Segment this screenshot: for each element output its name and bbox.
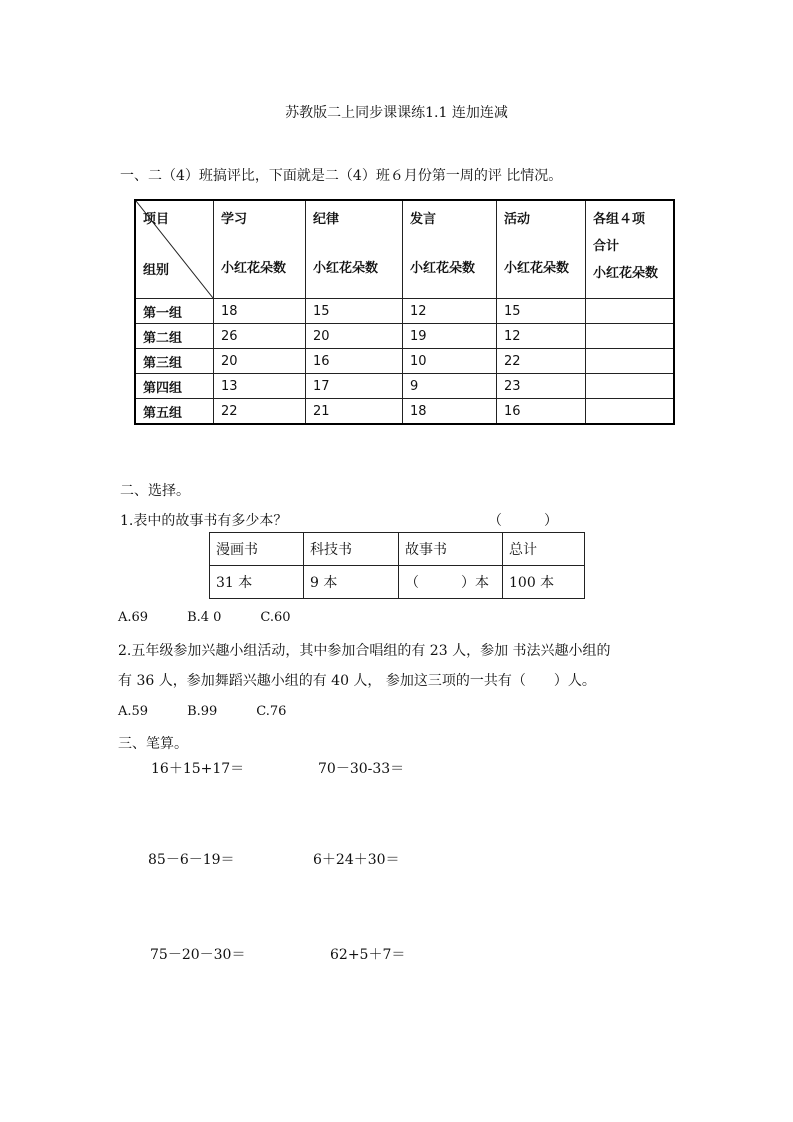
table-header-cell: 科技书 bbox=[304, 533, 399, 566]
question1-answer-blank[interactable]: （ ） bbox=[488, 513, 558, 529]
table-row bbox=[210, 566, 585, 599]
column-header-title: 发言 bbox=[410, 212, 437, 227]
column-header-title: 活动 bbox=[504, 212, 531, 227]
group-name: 第五组 bbox=[135, 399, 214, 425]
question2-text-line2: 有 36 人，参加舞蹈兴趣小组的有 40 人， 参加这三项的一共有（ ）人。 bbox=[118, 673, 596, 689]
calc-expression: 16＋15+17＝ bbox=[151, 761, 245, 777]
group-name: 第四组 bbox=[135, 374, 214, 399]
table-cell: 18 bbox=[403, 399, 497, 425]
table-header-cell: 故事书 bbox=[399, 533, 503, 566]
column-header bbox=[306, 200, 403, 299]
total-header-line: 小红花朵数 bbox=[593, 266, 659, 281]
table-row bbox=[135, 399, 674, 425]
column-header-sub: 小红花朵数 bbox=[313, 261, 379, 276]
section3-heading: 三、笔算。 bbox=[118, 736, 188, 752]
table-cell: 9 bbox=[403, 374, 497, 399]
total-header-line: 各组４项 bbox=[593, 212, 646, 227]
column-header bbox=[497, 200, 586, 299]
column-header-sub: 小红花朵数 bbox=[410, 261, 476, 276]
corner-cell bbox=[135, 200, 214, 299]
column-header bbox=[214, 200, 306, 299]
table-row bbox=[135, 349, 674, 374]
total-cell[interactable] bbox=[586, 374, 675, 399]
corner-label-item: 项目 bbox=[143, 212, 170, 227]
table-cell: 13 bbox=[214, 374, 306, 399]
table-cell: 16 bbox=[497, 399, 586, 425]
table-header-cell: 总计 bbox=[503, 533, 585, 566]
group-name: 第三组 bbox=[135, 349, 214, 374]
table-cell: 100 本 bbox=[503, 566, 585, 599]
table-cell: 12 bbox=[497, 324, 586, 349]
question2-text-line1: 2.五年级参加兴趣小组活动，其中参加合唱组的有 23 人，参加 书法兴趣小组的 bbox=[118, 643, 611, 659]
total-cell[interactable] bbox=[586, 349, 675, 374]
total-cell[interactable] bbox=[586, 299, 675, 324]
table-cell-blank[interactable]: （ ）本 bbox=[399, 566, 503, 599]
table-cell: 15 bbox=[497, 299, 586, 324]
table-cell: 22 bbox=[497, 349, 586, 374]
flower-table bbox=[134, 199, 675, 425]
question1-options: A.69 B.4 0 C.60 bbox=[118, 610, 291, 625]
total-column-header bbox=[586, 200, 675, 299]
table-cell: 31 本 bbox=[210, 566, 304, 599]
section1-prompt: 一、二（4）班搞评比，下面就是二（4）班６月份第一周的评 比情况。 bbox=[120, 168, 563, 184]
table-row bbox=[135, 324, 674, 349]
table-cell: 15 bbox=[306, 299, 403, 324]
total-header-line: 合计 bbox=[593, 239, 620, 254]
table-cell: 26 bbox=[214, 324, 306, 349]
question1-text: 1.表中的故事书有多少本？ bbox=[120, 513, 288, 529]
section2-heading: 二、选择。 bbox=[120, 483, 190, 499]
book-table bbox=[209, 532, 585, 599]
table-header-row bbox=[135, 200, 674, 299]
table-row bbox=[135, 299, 674, 324]
table-cell: 20 bbox=[214, 349, 306, 374]
table-cell: 18 bbox=[214, 299, 306, 324]
calc-expression: 70－30-33＝ bbox=[318, 761, 405, 777]
column-header-sub: 小红花朵数 bbox=[504, 261, 570, 276]
table-cell: 10 bbox=[403, 349, 497, 374]
calc-expression: 6＋24＋30＝ bbox=[313, 852, 400, 868]
question2-options: A.59 B.99 C.76 bbox=[118, 704, 287, 719]
calc-expression: 62+5＋7＝ bbox=[330, 947, 406, 963]
table-cell: 22 bbox=[214, 399, 306, 425]
corner-label-group: 组别 bbox=[143, 263, 170, 278]
calc-expression: 75－20－30＝ bbox=[150, 947, 246, 963]
column-header-title: 学习 bbox=[221, 212, 248, 227]
calc-expression: 85－6－19＝ bbox=[148, 852, 235, 868]
table-cell: 23 bbox=[497, 374, 586, 399]
table-cell: 12 bbox=[403, 299, 497, 324]
document-title: 苏教版二上同步课课练1.1 连加连减 bbox=[285, 105, 508, 121]
table-cell: 9 本 bbox=[304, 566, 399, 599]
table-row bbox=[135, 374, 674, 399]
column-header-title: 纪律 bbox=[313, 212, 340, 227]
group-name: 第一组 bbox=[135, 299, 214, 324]
table-cell: 20 bbox=[306, 324, 403, 349]
column-header-sub: 小红花朵数 bbox=[221, 261, 287, 276]
total-cell[interactable] bbox=[586, 324, 675, 349]
table-row bbox=[210, 533, 585, 566]
total-cell[interactable] bbox=[586, 399, 675, 425]
table-header-cell: 漫画书 bbox=[210, 533, 304, 566]
table-cell: 17 bbox=[306, 374, 403, 399]
table-cell: 21 bbox=[306, 399, 403, 425]
table-cell: 19 bbox=[403, 324, 497, 349]
table-cell: 16 bbox=[306, 349, 403, 374]
group-name: 第二组 bbox=[135, 324, 214, 349]
column-header bbox=[403, 200, 497, 299]
